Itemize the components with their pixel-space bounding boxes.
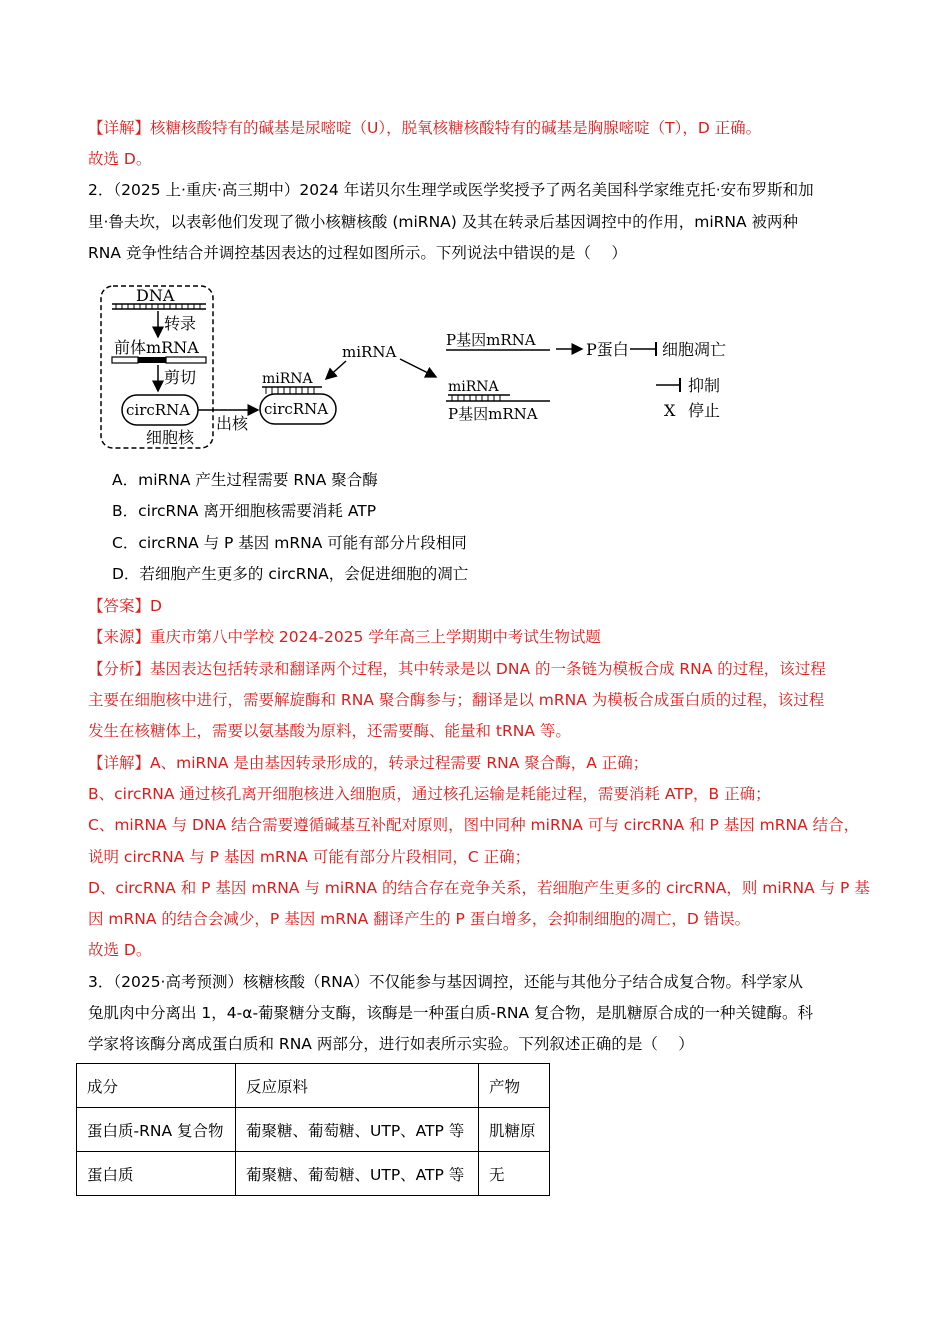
table-header-cell: 成分 [77,1064,236,1108]
q2-stem-line-2: 里·鲁夫坎，以表彰他们发现了微小核糖核酸 (miRNA) 及其在转录后基因调控中的作用，miRNA 被两种 [88,213,799,231]
p-mrna-top-label: P基因mRNA [446,331,536,349]
stop-legend-label: 停止 [688,401,721,420]
q2-stem-line-1: 2．（2025 上·重庆·高三期中）2024 年诺贝尔生理学或医学奖授予了两名美国科学家维克托·安布罗斯和加 [88,181,814,199]
q2-detail-line-1: 【详解】A、miRNA 是由基因转录形成的，转录过程需要 RNA 聚合酶，A 正确； [88,754,649,772]
q2-analysis-line-2: 主要在细胞核中进行，需要解旋酶和 RNA 聚合酶参与；翻译是以 mRNA 为模板合成蛋白质的过程，该过程 [88,691,825,709]
cut-label: 剪切 [164,368,197,387]
table-header-cell: 反应原料 [236,1064,479,1108]
q2-detail-line-4: 说明 circRNA 与 P 基因 mRNA 可能有部分片段相同，C 正确； [88,848,531,866]
circrna-label-2: circRNA [264,400,329,418]
q2-source: 【来源】重庆市第八中学校 2024-2025 学年高三上学期期中考试生物试题 [88,628,601,646]
q2-option-c: C．circRNA 与 P 基因 mRNA 可能有部分片段相同 [112,534,467,552]
q2-detail-line-3: C、miRNA 与 DNA 结合需要遵循碱基互补配对原则，图中同种 miRNA 可与 circRNA 和 P 基因 mRNA 结合， [88,816,860,834]
q2-detail-line-2: B、circRNA 通过核孔离开细胞核进入细胞质，通过核孔运输是耗能过程，需要消耗 ATP，B 正确； [88,785,771,803]
previous-choose: 故选 D。 [88,150,152,168]
q2-detail-line-5: D、circRNA 和 P 基因 mRNA 与 miRNA 的结合存在竞争关系，若细胞产生更多的 circRNA，则 miRNA 与 P 基 [88,879,870,897]
table-cell: 蛋白质-RNA 复合物 [77,1108,236,1152]
circrna-label-1: circRNA [126,401,191,419]
mirna-center-label: miRNA [342,343,397,361]
stop-x-mark: X [664,401,676,420]
table-cell: 蛋白质 [77,1152,236,1196]
table-header-row [77,1064,550,1108]
experiment-table [76,1063,550,1196]
q3-stem-line-1: 3．（2025·高考预测）核糖核酸（RNA）不仅能参与基因调控，还能与其他分子结合成复合物。科学家从 [88,973,803,991]
apoptosis-label: 细胞凋亡 [662,340,727,359]
q3-stem-line-3: 学家将该酶分离成蛋白质和 RNA 两部分，进行如表所示实验。下列叙述正确的是（ ） [88,1035,694,1053]
mirna-bound-label: miRNA [448,379,499,395]
q2-choose: 故选 D。 [88,941,152,959]
nucleus-label: 细胞核 [146,428,195,447]
dna-label: DNA [136,286,175,305]
q3-stem-line-2: 兔肌肉中分离出 1，4-α-葡聚糖分支酶，该酶是一种蛋白质-RNA 复合物，是肌糖原合成的一种关键酶。科 [88,1004,814,1022]
transcribe-label: 转录 [164,314,197,333]
mirna-regulation-diagram [98,283,758,453]
table-row [77,1108,550,1152]
table-cell: 葡聚糖、葡萄糖、UTP、ATP 等 [236,1152,479,1196]
p-mrna-bottom-label: P基因mRNA [448,405,538,423]
table-cell: 葡聚糖、葡萄糖、UTP、ATP 等 [236,1108,479,1152]
q2-answer: 【答案】D [88,597,162,615]
p-protein-label: P蛋白 [586,340,629,359]
q2-option-a: A．miRNA 产生过程需要 RNA 聚合酶 [112,471,378,489]
q2-analysis-line-3: 发生在核糖体上，需要以氨基酸为原料，还需要酶、能量和 tRNA 等。 [88,722,571,740]
table-cell: 无 [479,1152,550,1196]
exit-nucleus-label: 出核 [216,414,249,433]
q2-detail-line-6: 因 mRNA 的结合会减少，P 基因 mRNA 翻译产生的 P 蛋白增多，会抑制细胞的凋亡，D 错误。 [88,910,751,928]
q2-option-b: B．circRNA 离开细胞核需要消耗 ATP [112,502,377,520]
q2-analysis-line-1: 【分析】基因表达包括转录和翻译两个过程，其中转录是以 DNA 的一条链为模板合成 RNA 的过程，该过程 [88,660,826,678]
table-header-cell: 产物 [479,1064,550,1108]
q2-option-d: D．若细胞产生更多的 circRNA，会促进细胞的凋亡 [112,565,469,583]
precursor-mrna-label: 前体mRNA [114,338,199,357]
q2-stem-line-3: RNA 竞争性结合并调控基因表达的过程如图所示。下列说法中错误的是（ ） [88,244,627,262]
mirna-on-circrna-label: miRNA [262,371,313,387]
table-row [77,1152,550,1196]
table-cell: 肌糖原 [479,1108,550,1152]
inhibit-legend-label: 抑制 [688,376,721,395]
previous-detail: 【详解】核糖核酸特有的碱基是尿嘧啶（U），脱氧核糖核酸特有的碱基是胸腺嘧啶（T），D 正确。 [88,119,762,137]
